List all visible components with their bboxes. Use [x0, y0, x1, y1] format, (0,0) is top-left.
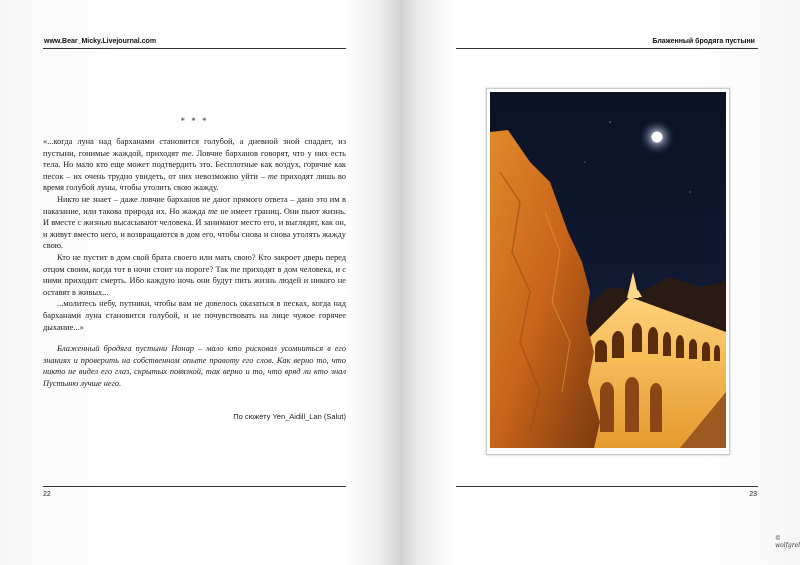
- story-credit: По сюжету Yen_Aidill_Lan (Salut): [233, 412, 346, 421]
- paragraph-2: Никто не знает – даже ловчие барханов не дают прямого ответа – дано это им в наказание, или такова природа их. Но жажда те не имеет границ. Они пьют жизнь. И вместе с жизнью высасывают человека. И занимают место его, и выглядят, как он, и живут вместо него, и возвращаются в дом его, чтобы снова и снова утолять жажду свою.: [43, 194, 347, 251]
- photo-signature: © wolfgrel: [775, 535, 800, 549]
- night-desert-building-photo: [490, 92, 726, 448]
- paragraph-1: «...когда луна над барханами становится голубой, а дневной зной спадает, из пустыни, гонимые жаждой, приходят те. Ловчие барханов говорят, что у них есть тела. Но мало кто еще может подтвердить это. Бесплотные как воздух, горячие как песок – их очень трудно увидеть, от них невозможно уйти – те приходят лишь во время голубой луны, чтобы утолить свою жажду.: [43, 137, 346, 193]
- right-running-header: Блаженный бродяга пустыни: [652, 38, 755, 45]
- page-number-left: 22: [43, 491, 51, 498]
- bottom-rule-right: [456, 486, 758, 487]
- right-page: [400, 0, 800, 565]
- page-number-right: 23: [749, 491, 757, 498]
- section-separator: * * *: [180, 116, 209, 126]
- top-rule-left: [43, 48, 346, 49]
- top-rule-right: [456, 48, 758, 49]
- story-text: [43, 136, 346, 389]
- paragraph-4: ...молитесь небу, путники, чтобы вам не довелось оказаться в песках, когда над барханами луна становится голубой, и не почувствовать на лице чужое горячее дыхание...»: [43, 299, 346, 332]
- paragraph-3: Кто не пустит в дом свой брата своего или мать свою? Кто закроет дверь перед отцом своим, когда тот в ночи стоит на пороге? Так те приходят в дом человека, и с ними приходит смерть. Ибо каждую ночь они будут пить жизнь людей и никого не оставят в живых...: [43, 252, 346, 297]
- bottom-rule-left: [43, 486, 346, 487]
- italic-paragraph: Блаженный бродяга пустыни Нонар – мало кто рисковал усомниться в его знаниях и проверить на собственном опыте правоту его слов. Как верно то, что никто не видел его глаз, скрытых повязкой, так верно и то, что вряд ли кто знал Пустыню лучше него.: [43, 344, 346, 388]
- left-running-header: www.Bear_Micky.Livejournal.com: [44, 38, 157, 45]
